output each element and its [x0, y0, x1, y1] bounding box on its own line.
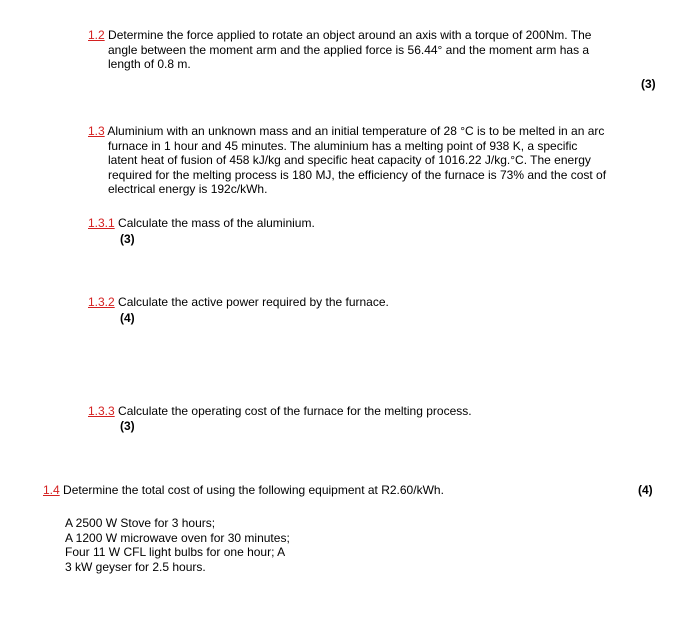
question-1-3-line-2: furnace in 1 hour and 45 minutes. The aluminium has a melting point of 938 K, a specific	[108, 138, 578, 153]
equipment-list	[65, 516, 290, 574]
question-1-3-line-3: latent heat of fusion of 458 kJ/kg and specific heat capacity of 1016.22 J/kg.°C. The energy	[108, 153, 591, 167]
question-1-4-text: Determine the total cost of using the following equipment at R2.60/kWh.	[63, 483, 444, 497]
question-1-3-3-text: Calculate the operating cost of the furnace for the melting process.	[118, 404, 472, 418]
question-1-3-2	[88, 295, 389, 310]
question-number-1-2: 1.2	[88, 28, 105, 42]
question-1-2	[88, 28, 591, 72]
question-1-3-3	[88, 404, 472, 419]
equipment-item-bulbs: Four 11 W CFL light bulbs for one hour; A	[65, 545, 286, 559]
question-number-1-4: 1.4	[43, 483, 60, 497]
question-1-3-line-4: required for the melting process is 180 MJ, the efficiency of the furnace is 73% and the cost of	[108, 167, 607, 182]
equipment-item-geyser: 3 kW geyser for 2.5 hours.	[65, 559, 206, 574]
question-1-4	[43, 483, 444, 498]
equipment-item-stove: A 2500 W Stove for 3 hours;	[65, 516, 216, 530]
question-1-3	[88, 124, 606, 197]
question-1-3-1-text: Calculate the mass of the aluminium.	[118, 216, 315, 230]
question-number-1-3: 1.3	[88, 124, 105, 138]
question-1-2-line-2: angle between the moment arm and the applied force is 56.44° and the moment arm has a	[108, 42, 590, 57]
equipment-item-microwave: A 1200 W microwave oven for 30 minutes;	[65, 530, 290, 545]
question-1-3-2-text: Calculate the active power required by the furnace.	[118, 295, 389, 309]
question-1-3-line-5: electrical energy is 192c/kWh.	[108, 182, 268, 196]
marks-1-3-3: (3)	[120, 419, 135, 433]
marks-1-3-1: (3)	[120, 232, 135, 246]
question-1-3-line-1: Aluminium with an unknown mass and an initial temperature of 28 °C is to be melted in an arc	[107, 124, 605, 138]
marks-1-2: (3)	[641, 77, 656, 91]
marks-1-4: (4)	[638, 483, 653, 497]
marks-1-3-2: (4)	[120, 311, 135, 325]
question-1-3-1	[88, 216, 315, 231]
question-1-2-line-1: Determine the force applied to rotate an object around an axis with a torque of 200Nm. The	[108, 28, 592, 42]
question-1-2-line-3: length of 0.8 m.	[108, 57, 191, 71]
question-number-1-3-3: 1.3.3	[88, 404, 115, 418]
question-number-1-3-1: 1.3.1	[88, 216, 115, 230]
question-number-1-3-2: 1.3.2	[88, 295, 115, 309]
